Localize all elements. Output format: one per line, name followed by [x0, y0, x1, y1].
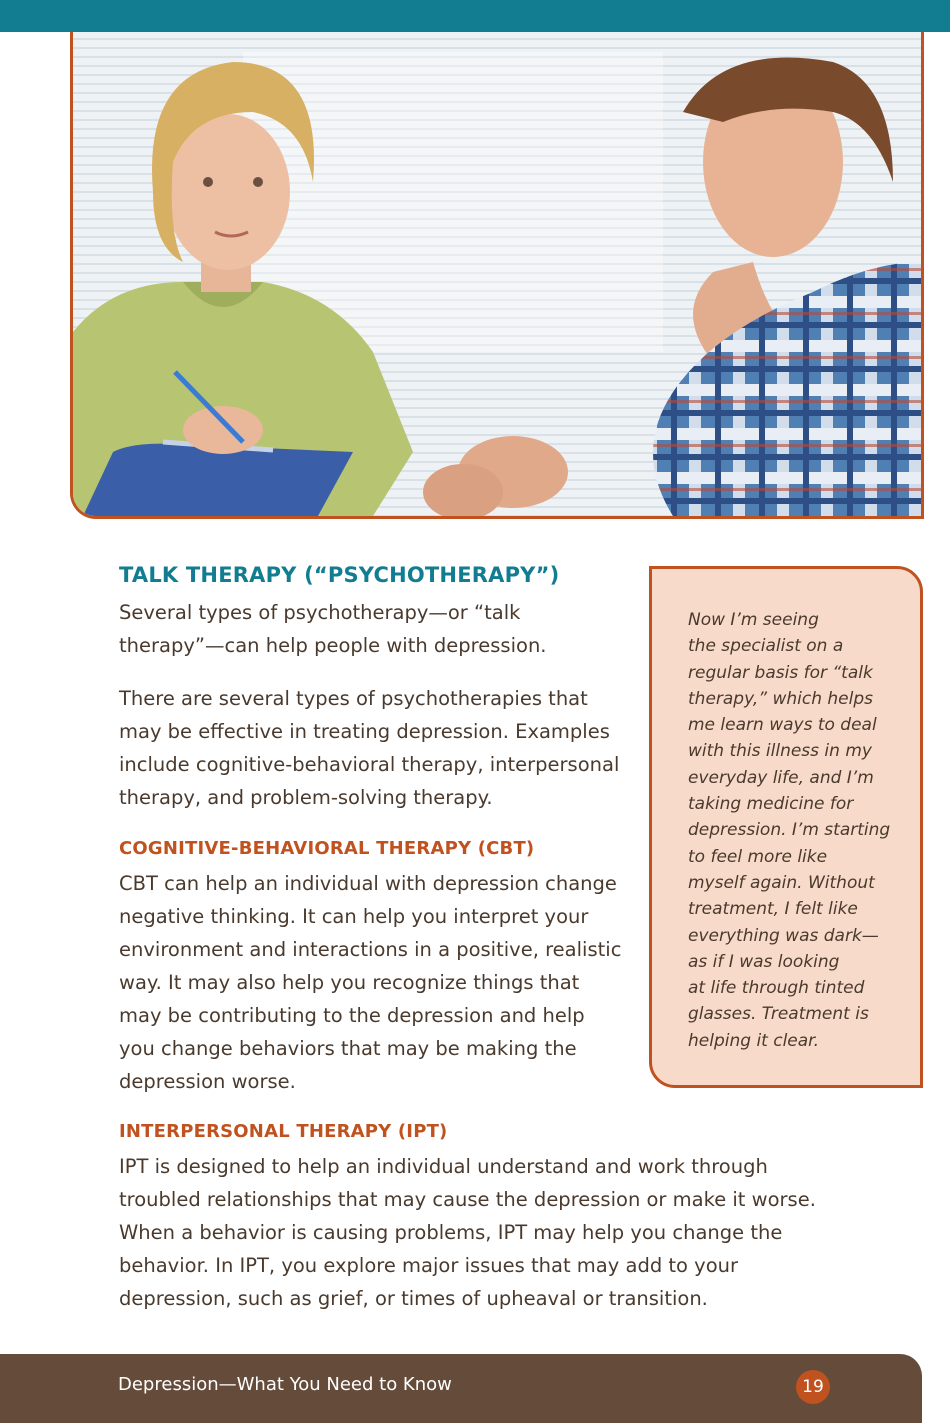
quote-line: taking medicine for [688, 794, 854, 815]
cbt-line: depression worse. [119, 1070, 296, 1093]
page-footer [0, 1354, 922, 1423]
patient-quote-box [649, 566, 923, 1088]
ipt-line: IPT is designed to help an individual understand and work through [119, 1155, 768, 1178]
quote-line: at life through tinted [688, 978, 865, 999]
cbt-line: may be contributing to the depression and help [119, 1004, 585, 1027]
cbt-heading: COGNITIVE-BEHAVIORAL THERAPY (CBT) [119, 838, 535, 859]
ipt-heading: INTERPERSONAL THERAPY (IPT) [119, 1121, 448, 1142]
cbt-line: way. It may also help you recognize things that [119, 971, 580, 994]
intro-line: Several types of psychotherapy—or “talk [119, 601, 521, 624]
quote-line: me learn ways to deal [688, 715, 877, 736]
paragraph-line: therapy, and problem-solving therapy. [119, 786, 493, 809]
section-title: TALK THERAPY (“PSYCHOTHERAPY”) [119, 563, 560, 587]
patient-quote [688, 607, 898, 1054]
cbt-line: negative thinking. It can help you interpret your [119, 905, 589, 928]
paragraph-line: There are several types of psychotherapies that [119, 687, 588, 710]
photo-illustration [73, 32, 921, 516]
quote-line: regular basis for “talk [688, 662, 873, 683]
cbt-line: environment and interactions in a positive, realistic [119, 938, 622, 961]
quote-line: treatment, I felt like [688, 899, 858, 920]
quote-line: Now I’m seeing [688, 610, 819, 630]
intro-line: therapy”—can help people with depression. [119, 634, 547, 657]
ipt-line: When a behavior is causing problems, IPT may help you change the [119, 1221, 783, 1244]
therapy-photo [70, 32, 924, 519]
paragraph-line: may be effective in treating depression. Examples [119, 720, 610, 743]
quote-line: everything was dark— [688, 925, 879, 946]
ipt-line: behavior. In IPT, you explore major issues that may add to your [119, 1254, 739, 1277]
quote-line: with this illness in my [688, 741, 872, 762]
top-color-band [0, 0, 950, 32]
cbt-line: CBT can help an individual with depression change [119, 872, 617, 895]
quote-line: everyday life, and I’m [688, 767, 874, 788]
ipt-line: troubled relationships that may cause the depression or make it worse. [119, 1188, 816, 1211]
page-number-badge: 19 [796, 1370, 830, 1404]
quote-line: glasses. Treatment is [688, 1004, 869, 1025]
quote-line: as if I was looking [688, 951, 840, 972]
quote-line: helping it clear. [688, 1030, 820, 1051]
quote-line: to feel more like [688, 846, 828, 867]
quote-line: myself again. Without [688, 872, 875, 893]
cbt-line: you change behaviors that may be making the [119, 1037, 577, 1060]
quote-line: depression. I’m starting [688, 820, 891, 841]
quote-line: therapy,” which helps [688, 688, 873, 709]
quote-line: the specialist on a [688, 636, 844, 657]
footer-title: Depression—What You Need to Know [118, 1374, 452, 1395]
paragraph-line: include cognitive-behavioral therapy, interpersonal [119, 753, 620, 776]
ipt-line: depression, such as grief, or times of upheaval or transition. [119, 1287, 708, 1310]
